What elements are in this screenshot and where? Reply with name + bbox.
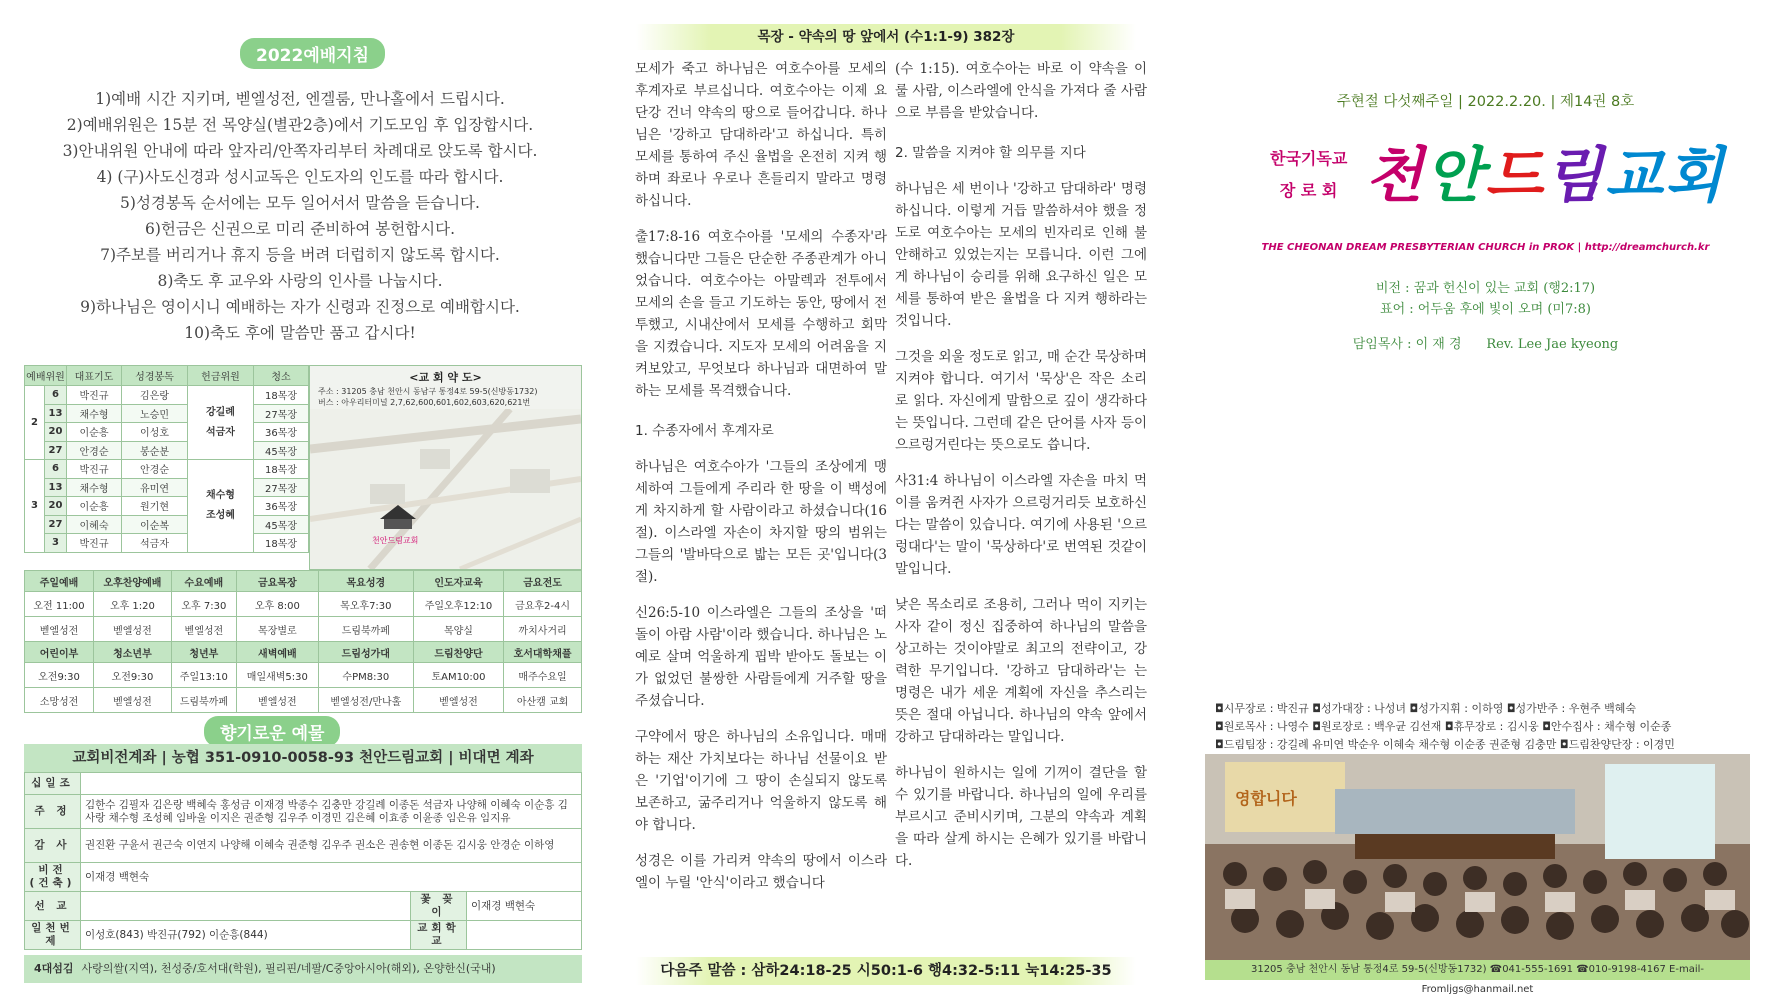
offering-value: 이성호(843) 박진규(792) 이순흥(844) — [81, 921, 411, 950]
duty-cleaning: 45목장 — [253, 441, 308, 460]
duty-reading: 석금자 — [122, 534, 188, 553]
offering-label: 십일조 — [25, 773, 81, 795]
cover-panel — [1185, 0, 1786, 1002]
offering-row — [25, 863, 582, 892]
denomination — [1270, 143, 1347, 207]
schedule-cell: 오후찬양예배 — [94, 571, 172, 592]
offering-label: 감 사 — [25, 829, 81, 863]
schedule-cell: 금요전도 — [504, 571, 582, 592]
worship-rule: 6)헌금은 신권으로 미리 준비하여 봉헌합시다. — [144, 220, 456, 238]
schedule-cell: 주일13:10 — [171, 663, 236, 688]
schedule-cell: 오후 1:20 — [94, 592, 172, 617]
english-church-name: THE CHEONAN DREAM PRESBYTERIAN CHURCH in PROK | http://dreamchurch.kr — [1261, 242, 1710, 253]
schedule-cell: 매일새벽5:30 — [236, 663, 318, 688]
offering-value: 김한수 김필자 김은랑 백혜숙 홍성금 이재경 박종수 김충만 강길례 이종돈 석금자 나양해 이혜숙 이순흥 김사랑 채수형 조성혜 임바울 이지은 권준형 김우주 이경민 김은혜 이효종 이윤종 임은유 임지유 — [81, 795, 582, 829]
schedule-cell: 주일예배 — [25, 571, 94, 592]
schedule-cell: 오후 8:00 — [236, 592, 318, 617]
offering-label: 선 교 — [25, 892, 81, 921]
duty-prayer: 채수형 — [67, 404, 122, 423]
duty-day: 6 — [45, 386, 67, 405]
offering-row — [25, 829, 582, 863]
duty-row — [25, 534, 309, 553]
duty-prayer: 박진규 — [67, 460, 122, 479]
worship-photo-illustration — [1205, 754, 1750, 960]
duty-row — [25, 386, 309, 405]
sermon-column-1 — [635, 58, 887, 908]
schedule-cell: 목오후7:30 — [318, 592, 413, 617]
church-name-part: 천 — [1365, 141, 1425, 211]
flower-label: 꽃 꽂 이 — [411, 892, 467, 921]
duty-row — [25, 404, 309, 423]
schedule-cell: 수요예배 — [171, 571, 236, 592]
duty-reading: 이성호 — [122, 423, 188, 442]
schedule-cell: 벧엘성전/만나홀 — [318, 688, 413, 713]
duty-header: 대표기도 — [67, 366, 122, 386]
staff-list — [1215, 700, 1775, 754]
schedule-cell: 목장별로 — [236, 617, 318, 642]
duty-day: 20 — [45, 497, 67, 516]
motto-line: 표어 : 어두움 후에 빛이 오며 (미7:8) — [1380, 302, 1591, 317]
offering-value — [81, 892, 411, 921]
offerings-table — [24, 772, 582, 950]
duty-day: 27 — [45, 515, 67, 534]
offering-value: 권진환 구윤서 권근숙 이연지 나양해 이혜숙 권준형 김우주 권소은 권송현 이종돈 김시웅 안경순 이하영 — [81, 829, 582, 863]
duty-cleaning: 45목장 — [253, 515, 308, 534]
duty-day: 20 — [45, 423, 67, 442]
offering-label: 일천번제 — [25, 921, 81, 950]
duty-header: 헌금위원 — [187, 366, 253, 386]
duty-header: 성경봉독 — [122, 366, 188, 386]
sermon-panel — [620, 0, 1160, 1002]
worship-rule: 10)축도 후에 말씀만 품고 갑시다! — [184, 324, 416, 342]
sermon-paragraph: (수 1:15). 여호수아는 바로 이 약속을 이룰 사람, 이스라엘에 안식을 가져다 줄 사람으로 부름을 받았습니다. — [895, 61, 1147, 121]
duty-cleaning: 27목장 — [253, 478, 308, 497]
schedule-cell: 벧엘성전 — [413, 688, 503, 713]
sermon-paragraph: 낮은 목소리로 조용히, 그러나 먹이 지키는 사자 같이 정신 집중하여 하나님의 말씀을 상고하는 것이야말로 최고의 전략이고, 강력한 무기입니다. '강하고 담대하라'는 는 명령은 내가 세운 계획에 자신을 추스리는 뜻은 절대 아닙니다. 하나님의 약속 앞에서 강하고 담대하라는 말입니다. — [895, 597, 1147, 745]
duty-offering: 강길례 석금자 — [187, 386, 253, 460]
duty-day: 3 — [45, 534, 67, 553]
duty-cleaning: 18목장 — [253, 534, 308, 553]
offering-row — [25, 921, 582, 950]
schedule-cell: 벧엘성전 — [25, 617, 94, 642]
duty-prayer: 박진규 — [67, 386, 122, 405]
duty-row — [25, 441, 309, 460]
schedule-table — [24, 570, 582, 713]
worship-guide-title: 2022예배지침 — [240, 38, 385, 69]
schedule-cell: 드림북까페 — [318, 617, 413, 642]
schedule-cell: 소망성전 — [25, 688, 94, 713]
worship-rule: 4) (구)사도신경과 성시교독은 인도자의 인도를 따라 합시다. — [96, 168, 504, 186]
worship-rule: 1)예배 시간 지키며, 벧엘성전, 엔겔룸, 만나홀에서 드립시다. — [95, 90, 505, 108]
duty-day: 6 — [45, 460, 67, 479]
worship-rule: 3)안내위원 안내에 따라 앞자리/안쪽자리부터 차례대로 앉도록 합시다. — [62, 142, 538, 160]
duty-cleaning: 36목장 — [253, 497, 308, 516]
worship-photo — [1205, 754, 1750, 960]
duty-prayer: 이혜숙 — [67, 515, 122, 534]
schedule-cell: 드림성가대 — [318, 642, 413, 663]
duty-prayer: 안경순 — [67, 441, 122, 460]
sermon-subheading: 1. 수종자에서 후계자로 — [635, 423, 774, 439]
sermon-paragraph: 신26:5-10 이스라엘은 그들의 조상을 '떠돌이 아람 사람'이라 했습니다. 하나님은 노예로 살며 억울하게 핍박 받아도 돌보는 이가 없었던 불쌍한 사람들에게 거주할 땅을 주셨습니다. — [635, 605, 887, 709]
schedule-cell: 오전9:30 — [25, 663, 94, 688]
map-church-label: 천안드림교회 — [372, 536, 419, 545]
duty-prayer: 채수형 — [67, 478, 122, 497]
sermon-column-2 — [895, 58, 1147, 886]
schedule-cell: 청소년부 — [94, 642, 172, 663]
schedule-cell: 금요후2-4시 — [504, 592, 582, 617]
schedule-cell: 벧엘성전 — [236, 688, 318, 713]
duty-reading: 유미연 — [122, 478, 188, 497]
duty-row — [25, 515, 309, 534]
schedule-row — [25, 617, 582, 642]
duty-reading: 김은랑 — [122, 386, 188, 405]
staff-line: ◘시무장로 : 박진규 ◘성가대장 : 나성녀 ◘성가지휘 : 이하영 ◘성가반주 : 우현주 백혜숙 — [1215, 702, 1636, 715]
contact-footer: 31205 충남 천안시 동남 통정4로 59-5(신방동1732) ☎041-555-1691 ☎010-9198-4167 E-mail-Fromljgs@hanmail.net — [1205, 960, 1750, 980]
duty-prayer: 이순흥 — [67, 423, 122, 442]
next-week-scripture: 다음주 말씀 : 삼하24:18-25 시50:1-6 행4:32-5:11 눅14:25-35 — [636, 957, 1136, 985]
schedule-cell: 목요성경 — [318, 571, 413, 592]
church-name-logo — [1365, 128, 1725, 214]
offering-label: 주 정 — [25, 795, 81, 829]
photo-banner-text: 영합니다 — [1235, 789, 1297, 808]
schedule-cell: 아산캠 교회 — [504, 688, 582, 713]
issue-dateline: 주현절 다섯째주일 | 2022.2.20. | 제14권 8호 — [1336, 94, 1635, 110]
duty-day: 27 — [45, 441, 67, 460]
map-bus: 버스 : 아우리터미널 2,7,62,600,601,602,603,620,621번 — [318, 398, 531, 407]
duty-month: 2 — [25, 386, 45, 460]
duty-reading: 안경순 — [122, 460, 188, 479]
schedule-cell: 청년부 — [171, 642, 236, 663]
schedule-cell: 인도자교육 — [413, 571, 503, 592]
duty-day: 13 — [45, 478, 67, 497]
duty-row — [25, 497, 309, 516]
duty-day: 13 — [45, 404, 67, 423]
sermon-paragraph: 그것을 외울 정도로 읽고, 매 순간 묵상하며 지켜야 합니다. 여기서 '묵상'은 작은 소리로 읽다. 자신에게 말함으로 깊이 생각하다는 뜻입니다. 그런데 같은 단어를 사자 등이 으르렁거린다는 뜻으로도 씁니다. — [895, 349, 1147, 453]
schedule-cell: 오후 7:30 — [171, 592, 236, 617]
worship-rules-list — [30, 86, 570, 346]
missions-label: 4대섬김 — [34, 962, 74, 975]
offering-row — [25, 773, 582, 795]
offerings-title: 향기로운 예물 — [204, 716, 340, 747]
duty-prayer: 이순흥 — [67, 497, 122, 516]
schedule-cell: 토AM10:00 — [413, 663, 503, 688]
vision-block — [1185, 278, 1786, 320]
church-name-part: 교회 — [1604, 141, 1725, 211]
schedule-cell: 주일오후12:10 — [413, 592, 503, 617]
schedule-cell: 오전9:30 — [94, 663, 172, 688]
denomination-line-2: 장 로 회 — [1279, 181, 1338, 200]
worship-rule: 9)하나님은 영이시니 예배하는 자가 신령과 진정으로 예배합시다. — [80, 298, 520, 316]
schedule-row — [25, 663, 582, 688]
flower-value: 이재경 백현숙 — [467, 892, 582, 921]
schedule-cell: 벧엘성전 — [94, 688, 172, 713]
senior-pastor: 담임목사 : 이 재 경 Rev. Lee Jae kyeong — [1352, 337, 1619, 352]
schedule-row — [25, 592, 582, 617]
duty-header: 예배위원 — [25, 366, 67, 386]
sermon-paragraph: 성경은 이를 가리켜 약속의 땅에서 이스라엘이 누릴 '안식'이라고 했습니다 — [635, 853, 887, 891]
offering-row — [25, 795, 582, 829]
schedule-cell: 어린이부 — [25, 642, 94, 663]
schedule-cell: 목양실 — [413, 617, 503, 642]
staff-line: ◘드림팀장 : 강길례 유미연 박순우 이혜숙 채수형 이순종 권준형 김충만 ◘드림찬양단장 : 이경민 — [1215, 738, 1675, 751]
offering-label: 비전(건축) — [25, 863, 81, 892]
duty-prayer: 박진규 — [67, 534, 122, 553]
duty-row — [25, 460, 309, 479]
sermon-paragraph: 하나님은 세 번이나 '강하고 담대하라' 명령하십니다. 이렇게 거듭 말씀하셔야 했을 정도로 여호수아는 모세의 빈자리로 인해 불안해하고 있었는지는 모릅니다. 이런 그에게 하나님이 승리를 위해 요구하신 일은 모세를 통하여 받은 율법을 다 지켜 행하라는 것입니다. — [895, 181, 1147, 329]
sermon-header: 목장 - 약속의 땅 앞에서 (수1:1-9) 382장 — [636, 24, 1136, 50]
bank-account: 교회비전계좌 | 농협 351-0910-0058-93 천안드림교회 | 비대면 계좌 — [24, 744, 582, 772]
schedule-row — [25, 642, 582, 663]
schedule-cell: 호서대학채플 — [504, 642, 582, 663]
school-value — [467, 921, 582, 950]
missions-bar — [24, 955, 582, 983]
worship-rule: 2)예배위원은 15분 전 목양실(별관2층)에서 기도모임 후 입장합시다. — [66, 116, 534, 134]
sermon-paragraph: 출17:8-16 여호수아를 '모세의 수종자'라 했습니다만 그들은 단순한 주종관계가 아니었습니다. 여호수아는 아말렉과 전투에서 모세의 손을 들고 기도하는 동안, 땅에서 전투했고, 시내산에서 모세를 수행하고 회막을 지켰습니다. 지도자 모세의 어려움을 지켜보았고, 무엇보다 하나님과 대면하여 말하는 모세를 목격했습니다. — [635, 229, 887, 399]
map-drawing — [310, 409, 581, 569]
duty-row — [25, 478, 309, 497]
sermon-paragraph: 사31:4 하나님이 이스라엘 자손을 마치 먹이를 움켜쥔 사자가 으르렁거리듯 보호하신다는 말씀이 있습니다. 여기에 사용된 '으르렁대다'는 말이 '묵상하다'로 번역된 것같이 말입니다. — [895, 473, 1147, 577]
sermon-paragraph: 하나님은 여호수아가 '그들의 조상에게 맹세하여 그들에게 주리라 한 땅을 이 백성에게 차지하게 할 사람이라고 하셨습니다(16절). 이스라엘 자손이 차지할 땅의 범위는 그들의 '발바닥으로 밟는 모든 곳'입니다(3절). — [635, 459, 887, 585]
schedule-cell: 드림북까페 — [171, 688, 236, 713]
schedule-row — [25, 688, 582, 713]
map-address: 주소 : 31205 충남 천안시 동남구 통정4로 59-5(신방동1732) — [318, 387, 538, 396]
duty-month: 3 — [25, 460, 45, 553]
duty-table — [24, 365, 309, 553]
church-name-part: 안 — [1424, 141, 1485, 211]
vision-line: 비전 : 꿈과 헌신이 있는 교회 (행2:17) — [1375, 281, 1596, 296]
staff-line: ◘원로목사 : 나영수 ◘원로장로 : 백우균 김선재 ◘휴무장로 : 김시웅 ◘안수집사 : 채수형 이순종 — [1215, 720, 1672, 733]
schedule-cell: 수PM8:30 — [318, 663, 413, 688]
schedule-cell: 드림찬양단 — [413, 642, 503, 663]
schedule-cell: 매주수요일 — [504, 663, 582, 688]
worship-rule: 7)주보를 버리거나 휴지 등을 버려 더럽히지 않도록 합시다. — [100, 246, 500, 264]
church-name-part: 림 — [1544, 141, 1605, 211]
sermon-paragraph: 구약에서 땅은 하나님의 소유입니다. 매매하는 재산 가치보다는 하나님 선물이요 받은 '기업'이기에 그 땅이 손실되지 않도록 보존하고, 굶주리거나 억울하지 않도록 해야 합니다. — [635, 729, 887, 833]
duty-header: 청소 — [253, 366, 308, 386]
schedule-cell: 벧엘성전 — [94, 617, 172, 642]
duty-offering: 채수형 조성혜 — [187, 460, 253, 553]
duty-reading: 원기현 — [122, 497, 188, 516]
church-name-part: 드 — [1484, 141, 1545, 211]
missions-text: 사랑의쌀(지역), 천성중/호서대(학원), 필리핀/네팔/C중앙아시아(해외), 온양한신(국내) — [81, 962, 496, 975]
offering-value: 이재경 백현숙 — [81, 863, 582, 892]
left-panel — [0, 0, 600, 1002]
school-label: 교회학교 — [411, 921, 467, 950]
church-map — [309, 365, 582, 570]
sermon-subheading: 2. 말씀을 지켜야 할 의무를 지다 — [895, 145, 1086, 161]
duty-reading: 봉순분 — [122, 441, 188, 460]
sermon-paragraph: 하나님이 원하시는 일에 기꺼이 결단을 할 수 있기를 바랍니다. 하나님의 일에 우리를 부르시고 준비시키며, 그분의 약속과 계획을 따라 살게 하시는 은혜가 있기를 바랍니다. — [895, 765, 1147, 869]
schedule-cell: 오전 11:00 — [25, 592, 94, 617]
duty-row — [25, 423, 309, 442]
duty-cleaning: 18목장 — [253, 460, 308, 479]
map-title: <교 회 약 도> — [409, 371, 482, 384]
schedule-row — [25, 571, 582, 592]
schedule-cell: 벧엘성전 — [171, 617, 236, 642]
duty-reading: 노승민 — [122, 404, 188, 423]
duty-cleaning: 27목장 — [253, 404, 308, 423]
schedule-cell: 까치사거리 — [504, 617, 582, 642]
worship-rule: 5)성경봉독 순서에는 모두 일어서서 말씀을 듣습니다. — [120, 194, 480, 212]
duty-cleaning: 18목장 — [253, 386, 308, 405]
worship-rule: 8)축도 후 교우와 사랑의 인사를 나눕시다. — [157, 272, 443, 290]
duty-cleaning: 36목장 — [253, 423, 308, 442]
offering-value — [81, 773, 582, 795]
sermon-paragraph: 모세가 죽고 하나님은 여호수아를 모세의 후계자로 부르십니다. 여호수아는 이제 요단강 건너 약속의 땅으로 들어갑니다. 하나님은 '강하고 담대하라'고 하십니다. 특히 모세를 통하여 주신 율법을 온전히 지켜 행하며 좌로나 우로나 흔들리지 말라고 명령 하십니다. — [635, 61, 887, 209]
denomination-line-1: 한국기독교 — [1270, 149, 1348, 168]
schedule-cell: 새벽예배 — [236, 642, 318, 663]
duty-reading: 이순복 — [122, 515, 188, 534]
schedule-cell: 금요목장 — [236, 571, 318, 592]
offering-row — [25, 892, 582, 921]
